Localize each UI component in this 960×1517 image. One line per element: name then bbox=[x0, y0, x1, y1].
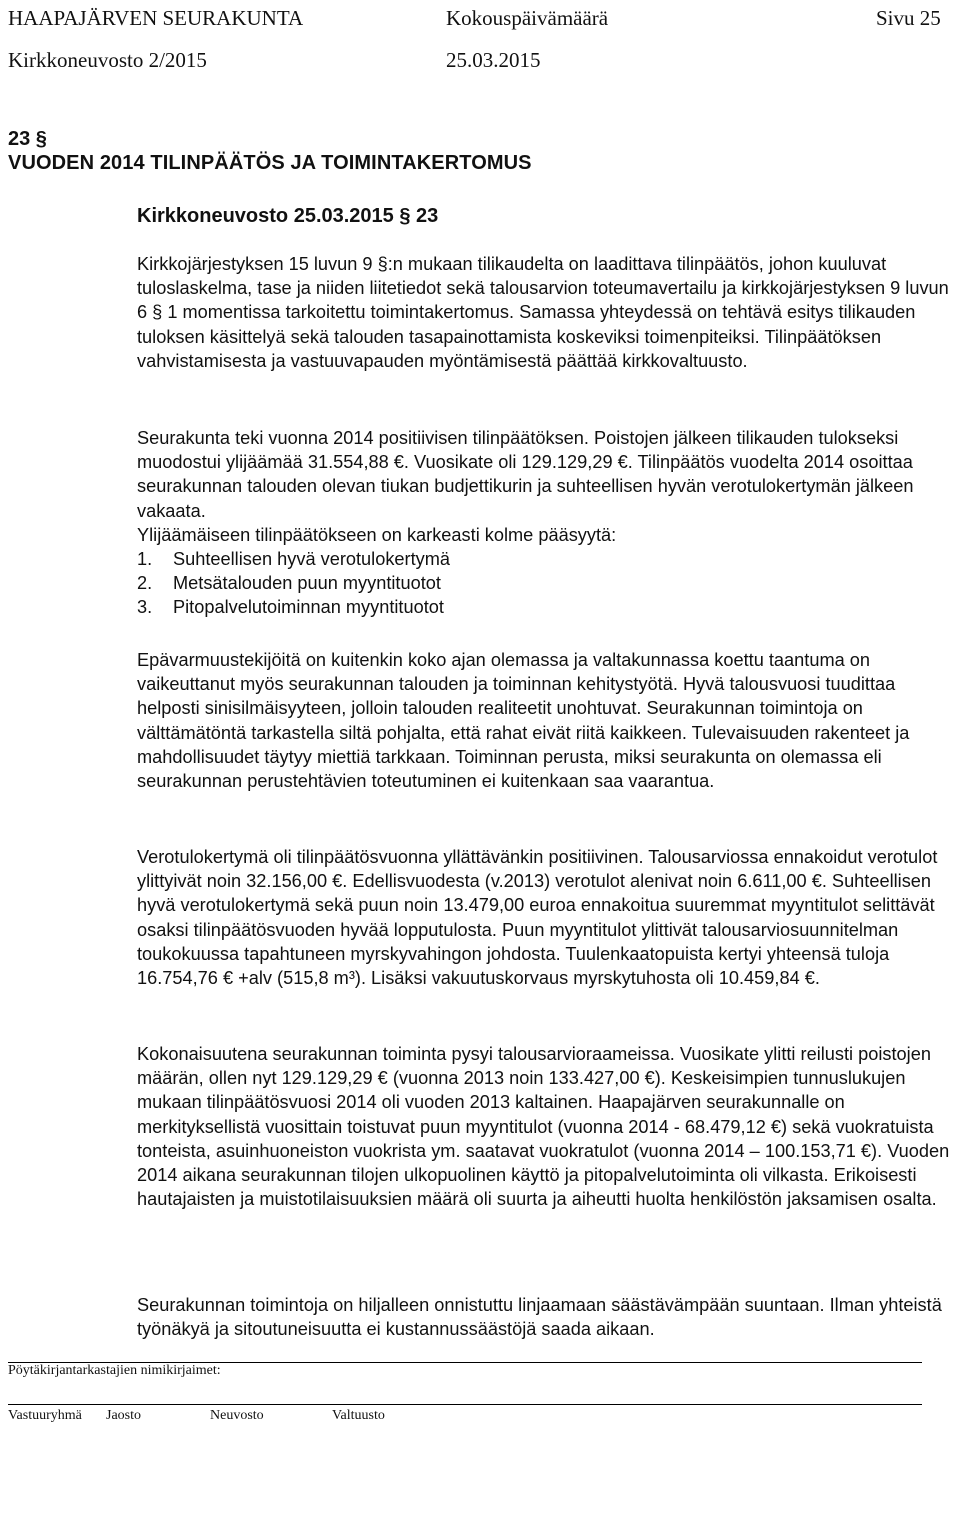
list-number: 2. bbox=[137, 573, 153, 594]
list-text: Pitopalvelutoiminnan myyntituotot bbox=[173, 597, 444, 618]
footer-column-jaosto: Jaosto bbox=[106, 1408, 141, 1423]
header-meeting-date: 25.03.2015 bbox=[446, 48, 541, 72]
paragraph-legal-basis bbox=[137, 252, 952, 373]
footer-divider bbox=[8, 1404, 922, 1405]
paragraph-text: Seurakunnan toimintoja on hiljalleen onnistuttu linjaamaan säästävämpään suuntaan. Ilman yhteistä työnäkyä ja sitoutuneisuutta ei kustannussäästöjä saada aikaan. bbox=[137, 1295, 942, 1340]
paragraph-text: Epävarmuustekijöitä on kuitenkin koko ajan olemassa ja valtakunnassa koettu taantuma on vaikeuttanut myös seurakunnan talouden ja toiminnan kehitystyötä. Hyvä talousvuosi tuudittaa helposti sinisilmäisyyteen, jolloin talouden realiteetit unohtuvat. Seurakunnan toimintoja on välttämätöntä tarkastella siltä pohjalta, että rahat eivät riitä kaikkeen. Tulevaisuuden rakenteet ja mahdollisuudet täytyy miettiä tarkkaan. Toiminnan perusta, miksi seurakunta on olemassa eli seurakunnan perustehtävien toteutuminen ei kuitenkaan saa vaarantua. bbox=[137, 650, 910, 792]
section-number: 23 § bbox=[8, 128, 47, 150]
section-reference: Kirkkoneuvosto 25.03.2015 § 23 bbox=[137, 205, 439, 227]
paragraph-result bbox=[137, 426, 952, 620]
list-item bbox=[137, 595, 952, 619]
paragraph-uncertainty bbox=[137, 648, 952, 793]
paragraph-text: Kokonaisuutena seurakunnan toiminta pysyi talousarvioraameissa. Vuosikate ylitti reilusti poistojen määrän, ollen nyt 129.129,29 € (vuonna 2013 noin 133.427,00 €). Keskeisimpien tunnuslukujen mukaan tilinpäätösvuosi 2014 oli vuoden 2013 kaltainen. Haapajärven seurakunnalle on merkityksellistä vuosittain toistuvat puun myyntitulot (vuonna 2014 - 68.479,12 €) sekä vuokratuista tonteista, asuinhuoneiston vuokrista ym. saatavat vuokratulot (vuonna 2014 – 100.153,71 €). Vuoden 2014 aikana seurakunnan tilojen ulkopuolinen käyttö ja pitopalvelutoiminta oli vilkasta. Erikoisesti hautajaisten ja muistotilaisuuksien määrä oli suurta ja aiheutti huolta henkilöstön jaksamisen osalta. bbox=[137, 1044, 950, 1210]
list-number: 3. bbox=[137, 597, 153, 618]
list-number: 1. bbox=[137, 549, 153, 570]
header-page-number: Sivu 25 bbox=[876, 6, 941, 30]
paragraph-text: Ylijäämäiseen tilinpäätökseen on karkeasti kolme pääsyytä: bbox=[137, 524, 617, 545]
section-title: VUODEN 2014 TILINPÄÄTÖS JA TOIMINTAKERTOMUS bbox=[8, 152, 532, 174]
footer-column-valtuusto: Valtuusto bbox=[332, 1408, 385, 1423]
paragraph-tax-revenue bbox=[137, 845, 952, 990]
footer-column-vastuuryhma: Vastuuryhmä bbox=[8, 1408, 82, 1423]
footer-column-neuvosto: Neuvosto bbox=[210, 1408, 264, 1423]
paragraph-conclusion bbox=[137, 1293, 952, 1341]
list-item bbox=[137, 571, 952, 595]
paragraph-overall bbox=[137, 1042, 952, 1211]
list-text: Metsätalouden puun myyntituotot bbox=[173, 573, 441, 594]
paragraph-text: Seurakunta teki vuonna 2014 positiivisen tilinpäätöksen. Poistojen jälkeen tilikauden tulokseksi muodostui ylijäämää 31.554,88 €. Vuosikate oli 129.129,29 €. Tilinpäätös vuodelta 2014 osoittaa seurakunnan talouden olevan tiukan budjettikurin ja suhteellisen hyvän verotulokertymän jälkeen vakaata. bbox=[137, 428, 914, 521]
header-date-label: Kokouspäivämäärä bbox=[446, 6, 609, 30]
paragraph-text: Verotulokertymä oli tilinpäätösvuonna yllättävänkin positiivinen. Talousarviossa ennakoidut verotulot ylittyivät noin 32.156,00 €. Edellisvuodesta (v.2013) verotulot alenivat noin 6.611,00 €. Suhteellisen hyvä verotulokertymä sekä puun noin 13.479,00 euroa ennakoitua suuremmat myyntitulot selittävät osaksi tilinpäätösvuoden hyvää lopputulosta. Puun myyntitulot ylittivät talousarviosuunnitelman toukokuussa tapahtuneen myrskyvahingon johdosta. Tuulenkaatopuista kertyi yhteensä tuloja 16.754,76 € +alv (515,8 m³). Lisäksi vakuutuskorvaus myrskytuhosta oli 10.459,84 €. bbox=[137, 847, 938, 989]
list-item bbox=[137, 547, 952, 571]
header-organization: HAAPAJÄRVEN SEURAKUNTA bbox=[8, 6, 304, 30]
header-meeting: Kirkkoneuvosto 2/2015 bbox=[8, 48, 207, 72]
footer-signature-label: Pöytäkirjantarkastajien nimikirjaimet: bbox=[8, 1363, 221, 1378]
list-text: Suhteellisen hyvä verotulokertymä bbox=[173, 549, 450, 570]
paragraph-text: Kirkkojärjestyksen 15 luvun 9 §:n mukaan tilikaudelta on laadittava tilinpäätös, johon kuuluvat tuloslaskelma, tase ja niiden liitetiedot sekä talousarvion toteumavertailu ja kirkkojärjestyksen 9 luvun 6 § 1 momentissa tarkoitettu toimintakertomus. Samassa yhteydessä on tehtävä esitys tilikauden tuloksen käsittelyä sekä talouden tasapainottamista koskeviksi toimenpiteiksi. Tilinpäätöksen vahvistamisesta ja vastuuvapauden myöntämisestä päättää kirkkovaltuusto. bbox=[137, 254, 949, 371]
